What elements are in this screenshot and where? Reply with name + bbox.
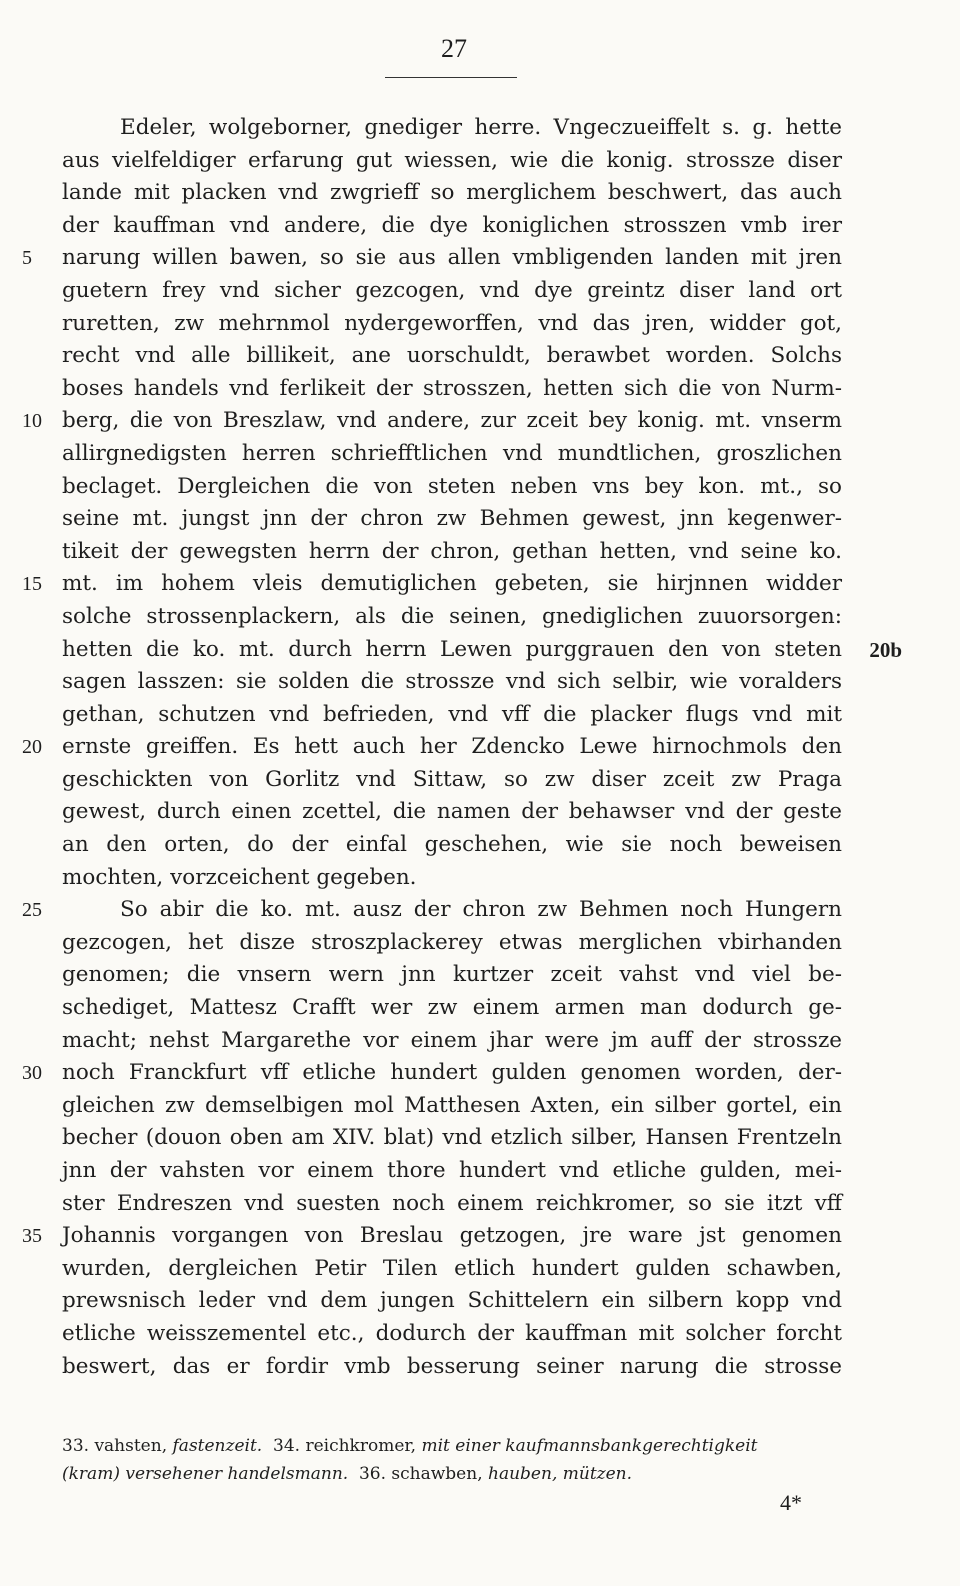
line-text: recht vnd alle billikeit, ane uorschuldt, berawbet worden. Solchs xyxy=(62,343,842,369)
footnote-34-gloss: mit einer kaufmannsbankgerechtigkeit xyxy=(421,1436,758,1456)
line-text: prewsnisch leder vnd dem jungen Schittelern ein silbern kopp vnd xyxy=(62,1288,842,1314)
text-line xyxy=(62,340,842,373)
footnote-36-gloss: hauben, mützen. xyxy=(488,1464,633,1484)
line-text: ster Endreszen vnd suesten noch einem reichkromer, so sie itzt vff xyxy=(62,1190,842,1216)
text-line xyxy=(22,568,842,601)
line-number: 20 xyxy=(22,736,42,759)
line-text: wurden, dergleichen Petir Tilen etlich hundert gulden schawben, xyxy=(62,1255,842,1281)
margin-note: 20b xyxy=(869,637,902,662)
text-line xyxy=(62,471,842,504)
line-text: lande mit placken vnd zwgrieff so merglichem beschwert, das auch xyxy=(62,180,842,206)
text-line xyxy=(62,438,842,471)
signature-mark: 4* xyxy=(780,1490,802,1515)
text-line xyxy=(62,959,842,992)
text-line xyxy=(62,601,842,634)
text-line xyxy=(62,666,842,699)
text-line xyxy=(62,796,842,829)
footnote-34-gloss-cont: (kram) versehener handelsmann. xyxy=(62,1464,349,1484)
line-text: sagen lasszen: sie solden die strossze vnd sich selbir, wie voralders xyxy=(62,669,842,695)
line-text: seine mt. jungst jnn der chron zw Behmen gewest, jnn kegenwer- xyxy=(62,506,842,532)
line-text: hetten die ko. mt. durch herrn Lewen purggrauen den von steten xyxy=(62,636,842,662)
text-line xyxy=(62,275,842,308)
text-line xyxy=(62,634,902,667)
line-text: der kauffman vnd andere, die dye koniglichen strosszen vmb irer xyxy=(62,212,842,238)
line-text: mochten, vorzceichent gegeben. xyxy=(62,864,417,890)
line-text: solche strossenplackern, als die seinen, gnediglichen zuuorsorgen: xyxy=(62,603,842,629)
footnote-line xyxy=(62,1432,842,1460)
page-number: 27 xyxy=(441,34,467,63)
line-number: 35 xyxy=(22,1225,42,1248)
text-line xyxy=(62,1253,842,1286)
line-text: gleichen zw demselbigen mol Matthesen Axten, ein silber gortel, ein xyxy=(62,1092,842,1118)
text-line xyxy=(62,927,842,960)
line-text: noch Franckfurt vff etliche hundert gulden genomen worden, der- xyxy=(62,1060,842,1086)
line-number: 30 xyxy=(22,1062,42,1085)
text-line xyxy=(62,503,842,536)
text-line xyxy=(62,1318,842,1351)
text-line xyxy=(62,1025,842,1058)
line-text: jnn der vahsten vor einem thore hundert vnd etliche gulden, mei- xyxy=(62,1158,842,1183)
text-line xyxy=(22,1220,842,1253)
text-line xyxy=(62,1188,842,1221)
line-text: schediget, Mattesz Crafft wer zw einem armen man dodurch ge- xyxy=(62,995,842,1021)
text-line xyxy=(62,1122,842,1155)
text-line xyxy=(22,242,842,275)
text-line xyxy=(62,145,842,178)
text-line xyxy=(62,1155,842,1188)
line-text: aus vielfeldiger erfarung gut wiessen, wie die konig. strossze diser xyxy=(62,147,842,173)
line-text: Edeler, wolgeborner, gnediger herre. Vngeczueiffelt s. g. hette xyxy=(120,115,842,140)
line-number: 15 xyxy=(22,573,42,596)
line-text: an den orten, do der einfal geschehen, wie sie noch beweisen xyxy=(62,832,842,858)
text-line xyxy=(62,764,842,797)
line-text: gezcogen, het disze stroszplackerey etwas merglichen vbirhanden xyxy=(62,929,842,955)
line-text: beswert, das er fordir vmb besserung seiner narung die strosse xyxy=(62,1353,842,1379)
text-line xyxy=(62,308,842,341)
line-number: 25 xyxy=(22,899,42,922)
line-text: Johannis vorgangen von Breslau getzogen, jre ware jst genomen xyxy=(62,1223,842,1249)
footnote-33-label: 33. vahsten, xyxy=(62,1436,168,1456)
footnotes xyxy=(62,1432,842,1488)
text-line xyxy=(62,373,842,406)
line-text: allirgnedigsten herren schriefftlichen vnd mundtlichen, groszlichen xyxy=(62,440,842,466)
line-text: ruretten, zw mehrnmol nydergeworffen, vnd das jren, widder got, xyxy=(62,310,842,336)
line-number: 10 xyxy=(22,410,42,433)
text-line xyxy=(62,829,842,862)
footnote-36-label: 36. schawben, xyxy=(358,1464,483,1484)
header-rule xyxy=(385,77,517,78)
text-line xyxy=(62,177,842,210)
footnote-33-gloss: fastenzeit. xyxy=(172,1436,263,1456)
footnote-34-label: 34. reichkromer, xyxy=(273,1436,417,1456)
text-line xyxy=(62,1285,842,1318)
text-line xyxy=(62,536,842,569)
line-text: beclaget. Dergleichen die von steten neben vns bey kon. mt., so xyxy=(62,473,842,499)
line-text: gewest, durch einen zcettel, die namen der behawser vnd der geste xyxy=(62,799,842,825)
footnote-line xyxy=(62,1460,842,1488)
line-text: ernste greiffen. Es hett auch her Zdencko Lewe hirnochmols den xyxy=(62,734,842,760)
text-line xyxy=(22,894,842,927)
line-text: genomen; die vnsern wern jnn kurtzer zceit vahst vnd viel be- xyxy=(62,962,842,988)
line-text: So abir die ko. mt. ausz der chron zw Behmen noch Hungern xyxy=(120,897,842,923)
text-line xyxy=(62,1351,842,1384)
text-line xyxy=(62,210,842,243)
line-text: macht; nehst Margarethe vor einem jhar were jm auff der strossze xyxy=(62,1027,842,1053)
line-text: becher (douon oben am XIV. blat) vnd etzlich silber, Hansen Frentzeln xyxy=(62,1125,842,1151)
line-text: tikeit der gewegsten herrn der chron, gethan hetten, vnd seine ko. xyxy=(62,538,842,564)
line-text: narung willen bawen, so sie aus allen vmbligenden landen mit jren xyxy=(62,245,842,271)
text-line xyxy=(22,731,842,764)
text-line xyxy=(62,1090,842,1123)
text-line xyxy=(62,992,842,1025)
text-line xyxy=(62,699,842,732)
text-line xyxy=(62,862,842,895)
line-text: berg, die von Breszlaw, vnd andere, zur zceit bey konig. mt. vnserm xyxy=(62,408,842,434)
line-text: gethan, schutzen vnd befrieden, vnd vff die placker flugs vnd mit xyxy=(62,701,842,727)
line-text: etliche weisszementel etc., dodurch der kauffman mit solcher forcht xyxy=(62,1320,842,1346)
text-line xyxy=(22,405,842,438)
text-line xyxy=(62,112,842,145)
text-line xyxy=(22,1057,842,1090)
line-text: boses handels vnd ferlikeit der strosszen, hetten sich die von Nurm- xyxy=(62,375,842,401)
line-text: geschickten von Gorlitz vnd Sittaw, so zw diser zceit zw Praga xyxy=(62,766,842,792)
line-number: 5 xyxy=(22,247,32,270)
body-text xyxy=(22,112,902,1383)
line-text: guetern frey vnd sicher gezcogen, vnd dye greintz diser land ort xyxy=(62,277,842,303)
line-text: mt. im hohem vleis demutiglichen gebeten, sie hirjnnen widder xyxy=(62,571,842,597)
